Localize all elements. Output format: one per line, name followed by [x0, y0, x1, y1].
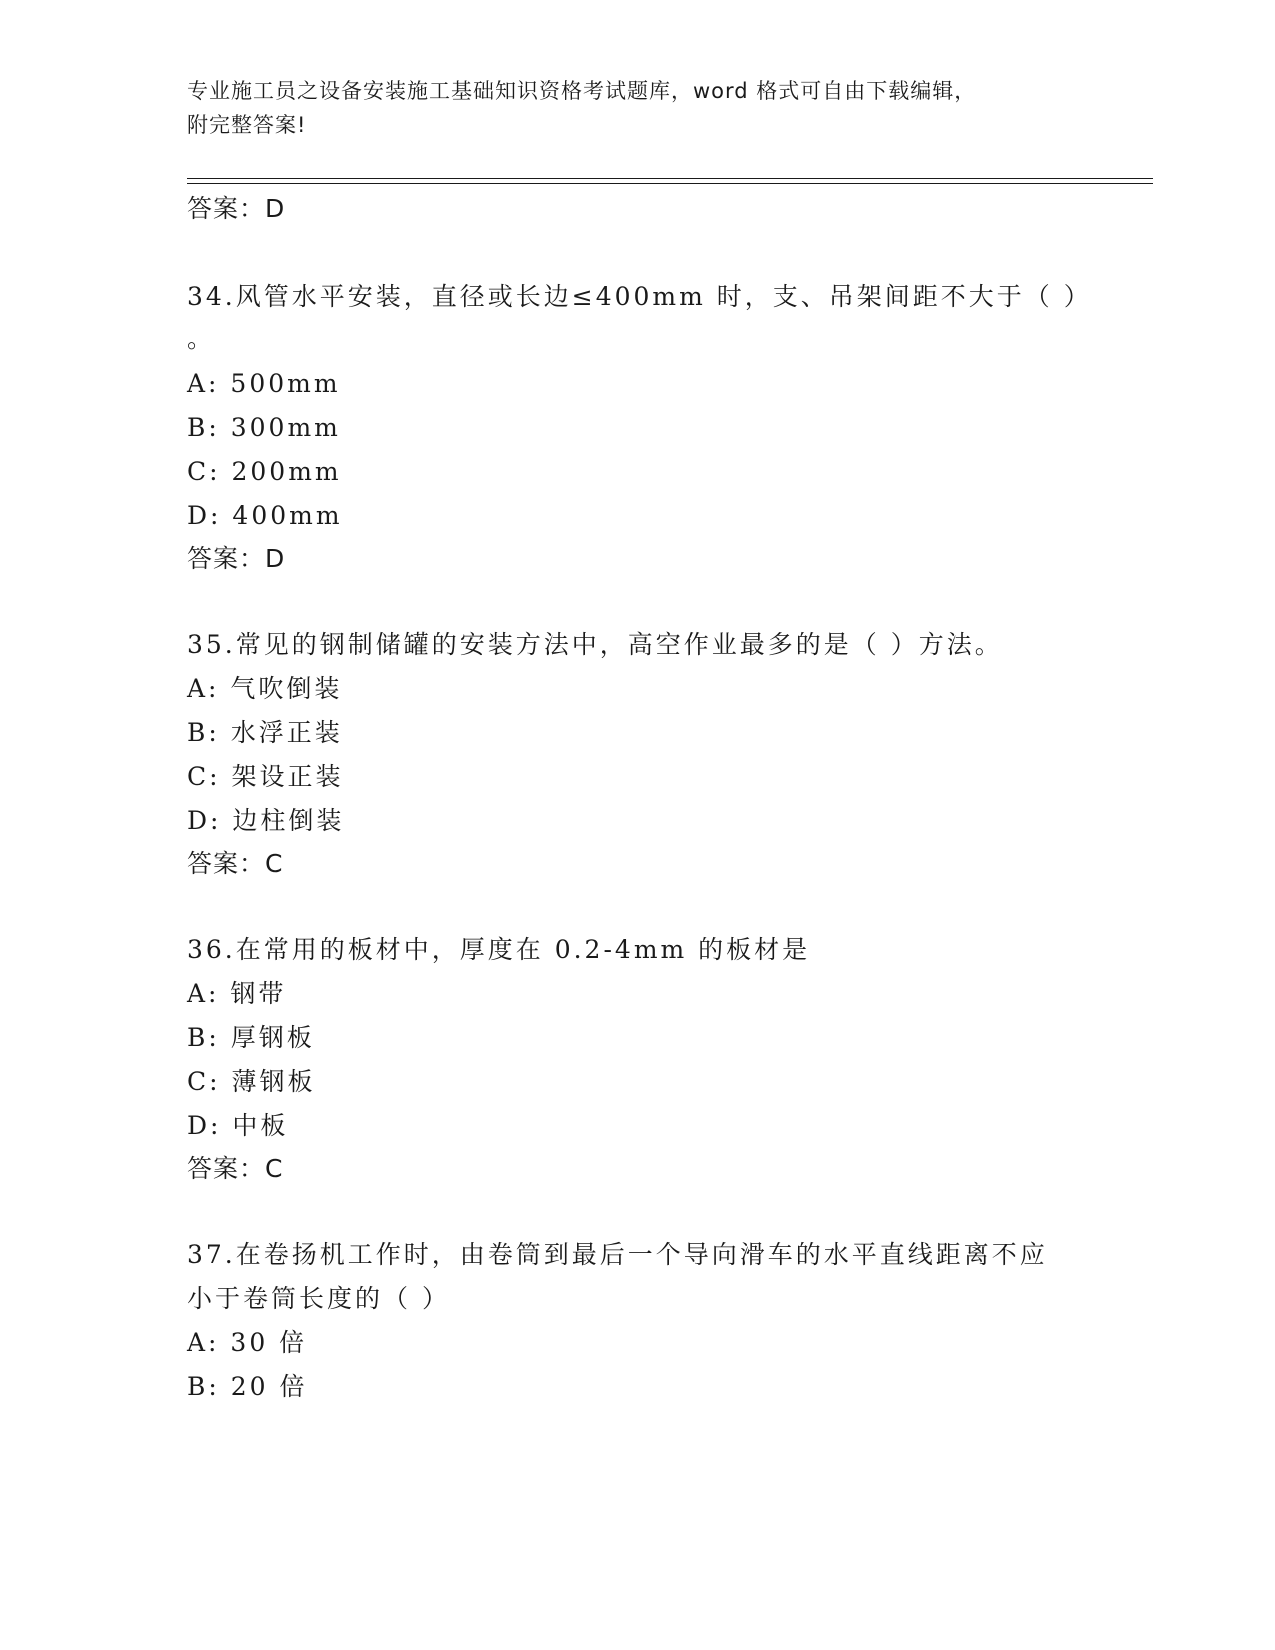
header-line-1: 专业施工员之设备安装施工基础知识资格考试题库，word 格式可自由下载编辑，	[187, 79, 977, 103]
answer-line: 答案：C	[187, 849, 284, 878]
document-header	[187, 74, 1067, 142]
question-stem-continued: 小于卷筒长度的（ ）	[187, 1284, 450, 1313]
question-stem: 37.在卷扬机工作时，由卷筒到最后一个导向滑车的水平直线距离不应	[187, 1240, 1048, 1269]
header-line-2: 附完整答案!	[187, 113, 307, 137]
question-option: B: 水浮正装	[187, 718, 343, 747]
header-rule-top	[187, 178, 1153, 179]
header-rule-bottom	[187, 183, 1153, 184]
question-option: A: 500mm	[187, 369, 341, 398]
question-option: A: 钢带	[187, 979, 287, 1008]
question-option: D: 中板	[187, 1111, 289, 1140]
answer-line: 答案：C	[187, 1154, 284, 1183]
answer-line: 答案：D	[187, 544, 286, 573]
question-option: A: 气吹倒装	[187, 674, 343, 703]
question-option: B: 厚钢板	[187, 1023, 315, 1052]
question-stem: 36.在常用的板材中，厚度在 0.2-4mm 的板材是	[187, 935, 811, 964]
question-option: B: 300mm	[187, 413, 341, 442]
question-option: A: 30 倍	[187, 1328, 308, 1357]
question-option: C: 架设正装	[187, 762, 344, 791]
question-stem-continued: 。	[187, 324, 216, 353]
question-stem: 35.常见的钢制储罐的安装方法中，高空作业最多的是（ ）方法。	[187, 630, 1003, 659]
question-stem: 34.风管水平安装，直径或长边≤400mm 时，支、吊架间距不大于（ ）	[187, 282, 1092, 311]
answer-line: 答案：D	[187, 194, 286, 223]
question-option: D: 400mm	[187, 501, 343, 530]
question-option: D: 边柱倒装	[187, 806, 345, 835]
question-option: B: 20 倍	[187, 1372, 308, 1401]
question-option: C: 200mm	[187, 457, 342, 486]
question-option: C: 薄钢板	[187, 1067, 316, 1096]
